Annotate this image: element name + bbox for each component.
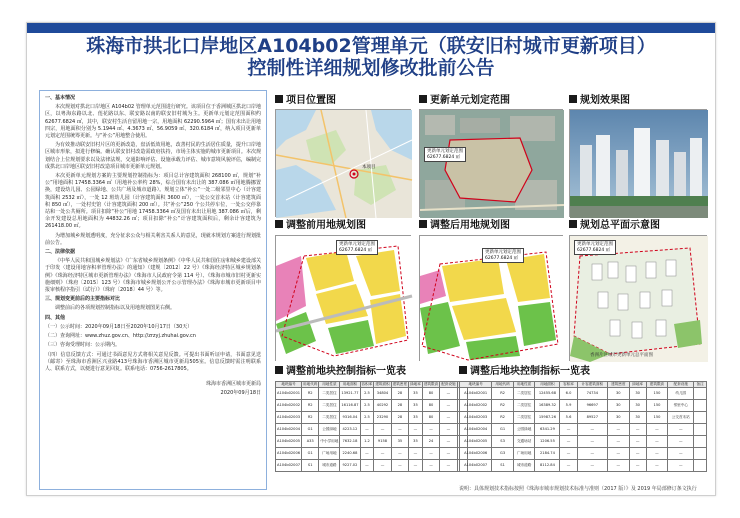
table-header-cell: 建筑限高	[423, 382, 439, 386]
table-cell: —	[646, 447, 668, 459]
table-header-cell: 备注	[694, 382, 707, 388]
master-plan-caption: 香洲片区城市更新单元总平面图	[590, 353, 653, 358]
text-paragraph: 本次规划对拱北口岸地区 A104b02 管理单元范围进行研究。该项目位于香洲城区拱北口岸地区，以粤海东路以北、莲花路以东、联安路以南的联安旧村城为主。更新单元划定范围面积约 62677.6824 ㎡，其中，联安村生活自留用地一宗，用地面积 62290.5964 ㎡；国有未出让用地四宗，用地面积分别为 5.1944 ㎡、4.3673 ㎡、56.9059 ㎡、320.6184 ㎡，纳入项目更新单元划定范围统筹更新。与“补公”用地整合使用。	[45, 104, 261, 140]
text-paragraph: 四、其他	[45, 314, 66, 321]
before-index-table	[275, 381, 456, 481]
table-cell: 1206.55	[535, 435, 560, 447]
table-cell: 150	[646, 399, 668, 411]
table-cell: 80	[422, 411, 439, 423]
table-cell	[694, 399, 707, 411]
table-cell: 6341.29	[535, 423, 560, 435]
table-cell: R2	[302, 387, 319, 399]
table-header-cell: 配套设施	[441, 382, 456, 386]
table-header-cell: 建筑密度	[608, 382, 630, 388]
text-paragraph: 三、规划变更前后的主要指标对比	[45, 296, 121, 303]
table-cell: 交通场站	[513, 435, 535, 447]
table-cell: —	[360, 423, 374, 435]
table-cell: 5.9	[560, 399, 577, 411]
table-row	[460, 387, 707, 399]
table-cell: S3	[492, 435, 514, 447]
table-cell: 7632.18	[340, 435, 360, 447]
table-cell: 二类居住	[319, 399, 340, 411]
table-cell: 15987.26	[535, 411, 560, 423]
table-cell: —	[629, 423, 646, 435]
table-cell: 28	[391, 411, 408, 423]
table-header-cell: 用地代码	[303, 382, 318, 386]
table-cell: 9316.04	[340, 411, 360, 423]
table-cell: 9158	[374, 435, 391, 447]
site-marker-label: 本项目	[362, 165, 376, 170]
table-cell: A104b02007	[276, 459, 302, 471]
table-header-cell: 用地面积	[535, 382, 560, 388]
announcement-poster	[26, 22, 716, 496]
table-cell: —	[560, 447, 577, 459]
table-header-cell: 容积率	[361, 382, 373, 386]
table-cell: —	[608, 447, 630, 459]
table-cell: 4223.12	[340, 423, 360, 435]
table-cell	[694, 423, 707, 435]
table-cell: 80	[422, 399, 439, 411]
table-cell: —	[440, 399, 457, 411]
table-row	[460, 399, 707, 411]
table-cell: —	[668, 423, 694, 435]
table-cell: 2184.74	[535, 447, 560, 459]
table-cell	[694, 447, 707, 459]
table-cell: 35	[409, 435, 423, 447]
table-cell: —	[374, 459, 391, 471]
table-cell: 35	[409, 387, 423, 399]
table-cell: 2.5	[360, 387, 374, 399]
table-cell: G1	[302, 447, 319, 459]
header-bar	[27, 23, 715, 33]
text-paragraph: （四）信息反馈方式：可通过书面意见方式将相关意见反馈。可提出书面听证申请，书面意见送（邮寄）至珠海市香洲区兴业路413号珠海市香洲区城市更新局505室。信息反馈时需注明联系人、联系方式，以便进行意见回复。联系电话：0756-2617805。	[45, 351, 261, 372]
table-cell: —	[409, 423, 423, 435]
table-row	[276, 459, 468, 471]
table-cell: 公交首末站	[668, 411, 694, 423]
location-map	[275, 109, 411, 217]
table-cell: 16389.32	[535, 399, 560, 411]
table-row	[276, 447, 468, 459]
table-cell: 28	[391, 387, 408, 399]
text-paragraph: （二）查询网址：www.zhuz.gov.cn、http://zrzyj.zhuhai.gov.cn	[45, 333, 196, 340]
table-cell: R2	[302, 411, 319, 423]
table-cell	[694, 459, 707, 471]
table-cell: 9227.02	[340, 459, 360, 471]
table-cell: 公园绿地	[513, 423, 535, 435]
table-cell: —	[422, 423, 439, 435]
text-paragraph: （三）咨询受理时间：公示期内。	[45, 342, 121, 349]
table-cell: 35	[409, 399, 423, 411]
table-cell: —	[629, 435, 646, 447]
table-row	[276, 399, 468, 411]
table-cell: 150	[646, 411, 668, 423]
section-boundary-heading: 更新单元划定范围	[419, 94, 510, 108]
text-paragraph: 为增加城乡规划透明度，充分征求公众与相关利害关系人的意见，现就本规划方案进行规划批前公告。	[45, 232, 261, 246]
table-cell: —	[391, 447, 408, 459]
table-cell: R2	[492, 399, 514, 411]
section-before-table-heading: 调整前地块控制指标一览表	[275, 365, 406, 379]
table-row	[276, 423, 468, 435]
section-after-table-heading: 调整后地块控制指标一览表	[459, 365, 590, 379]
table-cell: 28	[391, 399, 408, 411]
table-cell: 89527	[577, 411, 607, 423]
table-cell: 35	[391, 435, 408, 447]
table-cell: 5.6	[560, 411, 577, 423]
table-cell: —	[440, 459, 457, 471]
table-cell: —	[577, 435, 607, 447]
table-cell: —	[560, 459, 577, 471]
table-cell: G1	[302, 423, 319, 435]
table-cell: A33	[302, 435, 319, 447]
text-paragraph: 调整前后的各项规划控制指标以及用地规划图见右侧。	[55, 305, 176, 312]
table-row	[460, 459, 707, 471]
table-cell: —	[560, 435, 577, 447]
signature-org: 珠海市香洲区城市更新局	[205, 381, 261, 388]
table-cell: 幼儿园	[668, 387, 694, 399]
table-cell: 30	[629, 399, 646, 411]
table-cell	[694, 411, 707, 423]
section-master-plan-heading: 规划总平面示意图	[569, 219, 660, 233]
table-cell: —	[646, 423, 668, 435]
table-cell: A104b02006	[460, 447, 492, 459]
page-title	[27, 35, 715, 79]
table-cell: 8112.84	[535, 459, 560, 471]
table-cell: 二类居住	[513, 387, 535, 399]
table-header-cell: 建筑限高	[646, 382, 668, 388]
table-cell: 16116.87	[340, 399, 360, 411]
footer-note: 说明：具体规划技术指标按照《珠海市城市规划技术标准与准则（2017 版）》及 2019 年局部修订条文执行	[459, 486, 697, 492]
table-cell: —	[629, 447, 646, 459]
boundary-label: 更新单元划定范围 62677.6824 ㎡	[424, 147, 466, 162]
table-row	[460, 447, 707, 459]
table-header-cell: 计容建筑面积	[577, 382, 607, 388]
table-cell: —	[608, 459, 630, 471]
table-cell: —	[409, 459, 423, 471]
table-header-cell: 建筑面积	[375, 382, 390, 386]
table-cell: 13921.77	[340, 387, 360, 399]
table-row	[276, 411, 468, 423]
table-cell: —	[629, 459, 646, 471]
table-cell: 35	[409, 411, 423, 423]
table-cell: A104b02003	[276, 411, 302, 423]
table-cell: 二类居住	[319, 411, 340, 423]
text-paragraph: （一）公示时间：2020年09月18日至2020年10月17日（30天）	[45, 323, 193, 330]
table-cell: A104b02003	[460, 411, 492, 423]
section-before-plan-heading: 调整前用地规划图	[275, 219, 366, 233]
table-cell: —	[608, 435, 630, 447]
table-cell: —	[577, 447, 607, 459]
table-cell: —	[409, 447, 423, 459]
text-paragraph: 为有效推动联安旧村片区的更新改造，盘活低效用地，改善村民的生活居住质量，提升口岸地区城市形象，拟进行修编。确认联安旧村改造需政府扶持，市场主体实施的城市更新项目。本次规划结合上位规划要求以及法律法规，交通影响评估、设施承载力评估、城市意境风貌评估，编制完成拱北口岸地区联安旧村改造项目城市更新单元规划。	[45, 142, 261, 170]
table-header-cell: 地块编号	[276, 382, 302, 388]
table-cell: —	[668, 447, 694, 459]
table-header-cell: 用地性质	[319, 382, 340, 388]
after-plan-label: 更新单元划定范围 62677.6824 ㎡	[482, 248, 524, 263]
table-cell: 30	[608, 399, 630, 411]
table-cell: —	[560, 423, 577, 435]
table-cell: A104b02002	[460, 399, 492, 411]
text-paragraph: 《中华人民共和国城乡规划法》《广东省城乡规划条例》《中华人民共和国住房和城乡建设部关于印发〈建设用地容积率管理办法〉的通知》（建规〔2012〕22 号）《珠海经济特区城乡规划条例》《珠海经济特区城市更新管理办法》（珠海市人民政府令第 114 号）、《珠海市城市旧村更新实施细则》（珠府〔2015〕123 号）《珠海市城乡规划公开公示管理办法》《珠海市城市更新项目申报审核程序指引（试行）》（珠府〔2018〕44 号）等。	[45, 258, 261, 294]
table-row	[460, 411, 707, 423]
table-cell: 24	[422, 435, 439, 447]
table-cell: A104b02005	[460, 435, 492, 447]
table-cell: 广场用地	[513, 447, 535, 459]
table-cell: A104b02001	[460, 387, 492, 399]
master-plan-map	[569, 235, 707, 361]
table-row	[276, 387, 468, 399]
table-cell: 2240.68	[340, 447, 360, 459]
before-landuse-map	[275, 235, 411, 361]
table-header-cell: 绿地率	[410, 382, 421, 386]
section-effect-heading: 规划效果图	[569, 94, 630, 108]
table-cell: 96697	[577, 399, 607, 411]
table-cell: 34804	[374, 387, 391, 399]
table-header-cell: 用地性质	[513, 382, 535, 388]
table-cell: —	[374, 447, 391, 459]
table-cell: —	[668, 435, 694, 447]
table-header-cell: 建筑密度	[392, 382, 408, 386]
table-cell: 2.5	[360, 411, 374, 423]
master-plan-label: 更新单元划定范围 62677.6824 ㎡	[574, 240, 616, 255]
table-cell: —	[360, 459, 374, 471]
table-row	[460, 423, 707, 435]
effect-rendering	[569, 109, 707, 217]
table-header-cell: 用地代码	[492, 382, 514, 388]
table-cell: 1.2	[360, 435, 374, 447]
table-cell: R2	[492, 411, 514, 423]
signature-date: 2020年09月18日	[220, 390, 261, 397]
table-cell: G1	[492, 423, 514, 435]
table-cell: —	[577, 423, 607, 435]
after-index-table	[459, 381, 707, 481]
table-cell: 74734	[577, 387, 607, 399]
table-cell: —	[374, 423, 391, 435]
table-cell: 邻里中心	[668, 399, 694, 411]
table-row	[276, 435, 468, 447]
table-header-cell: 用地面积	[340, 382, 360, 388]
table-header-cell: 配套设施	[668, 382, 694, 388]
table-cell: 40292	[374, 399, 391, 411]
table-cell: —	[440, 423, 457, 435]
table-cell: 2.5	[360, 399, 374, 411]
title-line-1: 珠海市拱北口岸地区A104b02管理单元（联安旧村城市更新项目）	[86, 35, 656, 57]
table-cell: —	[608, 423, 630, 435]
table-cell: 城市道路	[513, 459, 535, 471]
table-cell: R2	[492, 387, 514, 399]
table-cell: 30	[608, 387, 630, 399]
table-cell: 6.0	[560, 387, 577, 399]
text-paragraph: 二、法律依据	[45, 249, 76, 256]
table-cell: A104b02004	[460, 423, 492, 435]
table-cell: 23290	[374, 411, 391, 423]
after-landuse-map	[419, 235, 563, 361]
table-cell: —	[360, 447, 374, 459]
boundary-map	[419, 109, 563, 217]
table-cell	[694, 435, 707, 447]
title-line-2: 控制性详细规划修改批前公告	[247, 57, 495, 79]
table-cell: —	[391, 459, 408, 471]
table-cell: 中小学用地	[319, 435, 340, 447]
table-cell: 150	[646, 387, 668, 399]
table-cell: —	[440, 411, 457, 423]
table-header-cell: 绿地率	[629, 382, 646, 388]
table-cell: 12455.68	[535, 387, 560, 399]
table-cell: R2	[302, 399, 319, 411]
table-cell: —	[440, 387, 457, 399]
table-cell: A104b02001	[276, 387, 302, 399]
table-cell: 30	[629, 387, 646, 399]
table-cell: —	[422, 459, 439, 471]
table-header-cell: 容积率	[560, 382, 577, 388]
table-cell: —	[646, 459, 668, 471]
table-cell: —	[668, 459, 694, 471]
text-paragraph: 本次更新单元规划方案的主要规划控制指标为：项目总计容建筑面积 268100 ㎡，规划“补公”用地面积 17458.3364 ㎡（用地补公率约 28%，综合国有未出让的 387.086 ㎡用地腾挪置换，建设幼儿园、公园绿地、公共广场及城市道路）。规划立体“补公”一处二级邻里中心（计容建筑面积 2532 ㎡），一处 12 班幼儿园（计容建筑面积 3600 ㎡），一处公交首末站（计容建筑面积 850 ㎡），一处村史馆（计容建筑面积 200 ㎡）。共“补公”250 个公共停车位，一处公交停靠站和一处公共厕所。项目扣除“补公”用地 17458.3364 ㎡及国有未出让用地 387.086 ㎡后，剩余开发建设总用地面积为 44832.26 ㎡；项目扣除“补公”计容建筑面积后，剩余计容建筑为 261418.00 ㎡。	[45, 173, 261, 230]
before-plan-label: 更新单元划定范围 62677.6824 ㎡	[336, 240, 378, 255]
table-cell: A104b02004	[276, 423, 302, 435]
table-cell: A104b02006	[276, 447, 302, 459]
section-location-heading: 项目位置图	[275, 94, 336, 108]
table-cell: 30	[629, 411, 646, 423]
table-cell: —	[646, 435, 668, 447]
table-cell: 二类居住	[319, 387, 340, 399]
table-cell: G3	[492, 447, 514, 459]
table-cell: 二类居住	[513, 399, 535, 411]
table-cell	[694, 387, 707, 399]
table-cell: 二类居住	[513, 411, 535, 423]
table-cell: —	[440, 447, 457, 459]
table-cell: S1	[492, 459, 514, 471]
table-cell: A104b02002	[276, 399, 302, 411]
table-cell: 广场用地	[319, 447, 340, 459]
table-cell: —	[577, 459, 607, 471]
table-cell: 城市道路	[319, 459, 340, 471]
table-cell: —	[391, 423, 408, 435]
text-paragraph: 一、基本情况	[45, 95, 76, 101]
table-cell: A104b02007	[460, 459, 492, 471]
table-cell: S1	[302, 459, 319, 471]
table-cell: —	[422, 447, 439, 459]
table-header-cell: 地块编号	[460, 382, 492, 388]
table-row	[460, 435, 707, 447]
table-cell: 80	[422, 387, 439, 399]
section-after-plan-heading: 调整后用地规划图	[419, 219, 510, 233]
table-cell: A104b02005	[276, 435, 302, 447]
table-cell: 公园绿地	[319, 423, 340, 435]
table-cell: 30	[608, 411, 630, 423]
table-cell: —	[440, 435, 457, 447]
announcement-text	[39, 90, 267, 490]
